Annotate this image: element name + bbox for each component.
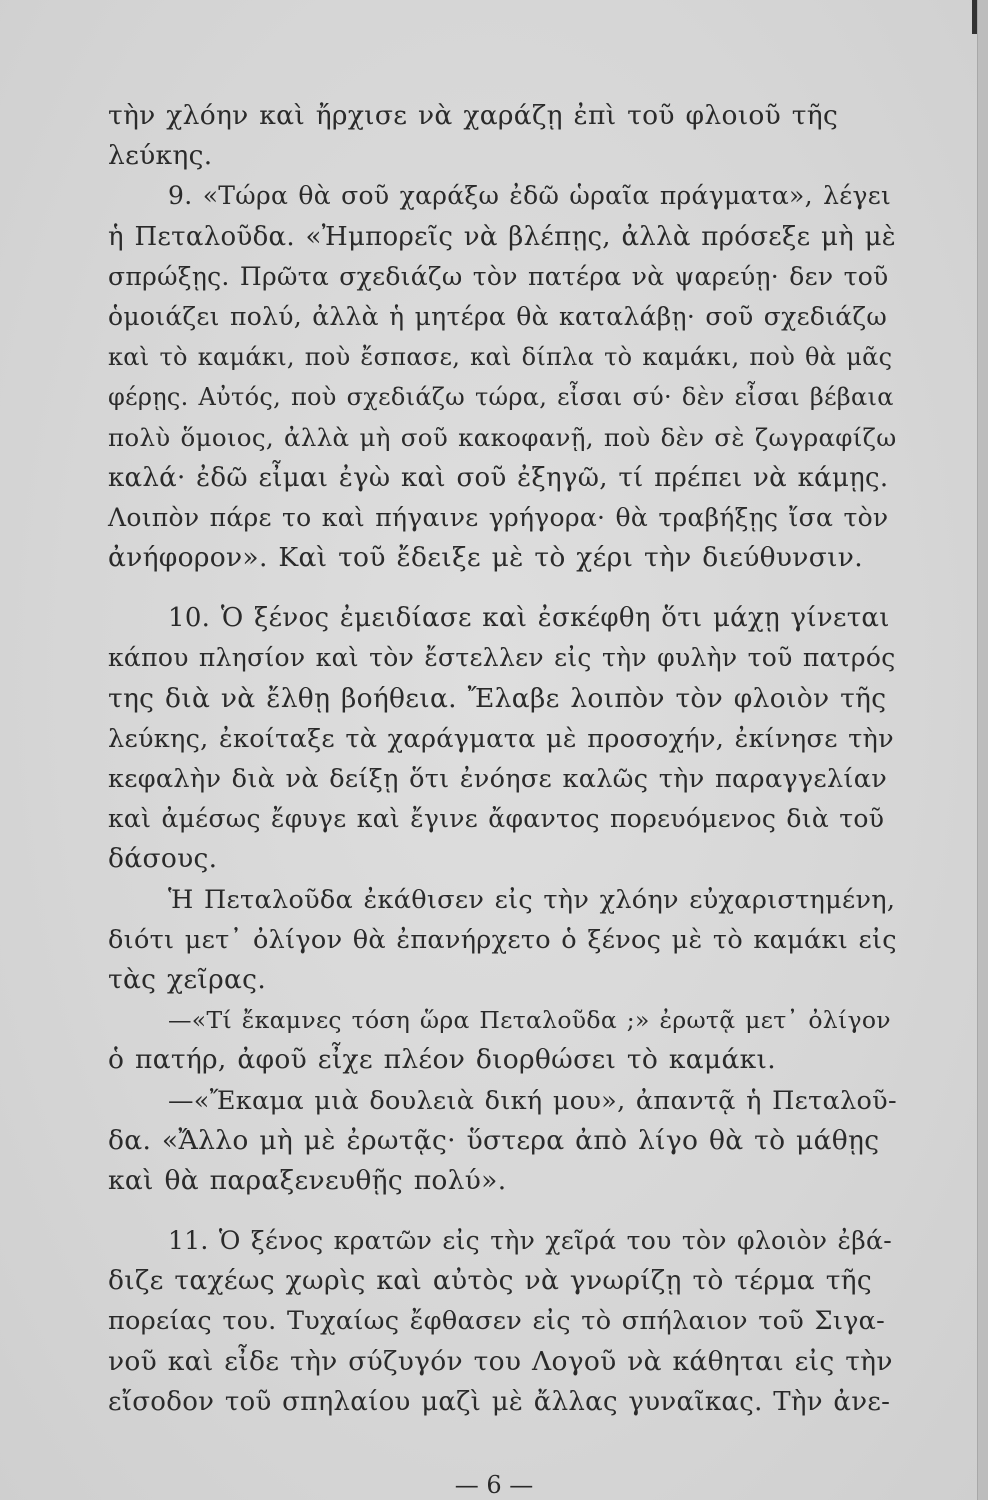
text-line: Λοιπὸν πάρε το καὶ πήγαινε γρήγορα· θὰ τραβήξῃς ἴσα τὸν xyxy=(108,502,889,532)
page-number: — 6 — xyxy=(454,1471,534,1499)
text-line: δάσους. xyxy=(108,843,218,875)
text-line: τὴν χλόην καὶ ἤρχισε νὰ χαράζῃ ἐπὶ τοῦ φλοιοῦ τῆς xyxy=(108,100,839,131)
text-line: κεφαλὴν διὰ νὰ δείξῃ ὅτι ἐνόησε καλῶς τὴν παραγγελίαν xyxy=(108,764,888,794)
page-edge xyxy=(977,0,988,1500)
text-line: νοῦ καὶ εἶδε τὴν σύζυγόν του Λογοῦ νὰ κάθηται εἰς τὴν xyxy=(108,1345,893,1377)
text-line: καὶ ἀμέσως ἔφυγε καὶ ἔγινε ἄφαντος πορευόμενος διὰ τοῦ xyxy=(108,804,885,834)
text-line: ἡ Πεταλοῦδα. «Ἠμπορεῖς νὰ βλέπῃς, ἀλλὰ πρόσεξε μὴ μὲ xyxy=(108,221,897,252)
text-line: πορείας του. Τυχαίως ἔφθασεν εἰς τὸ σπήλαιον τοῦ Σιγα- xyxy=(108,1306,886,1337)
paragraph-gap xyxy=(108,578,898,598)
text-line: λεύκης. xyxy=(108,140,213,172)
text-line: Ἡ Πεταλοῦδα ἐκάθισεν εἰς τὴν χλόην εὐχαριστημένη, xyxy=(168,884,896,915)
text-line: διότι μετ᾽ ὀλίγον θὰ ἐπανήρχετο ὁ ξένος μὲ τὸ καμάκι εἰς xyxy=(108,924,897,955)
page-text xyxy=(108,96,898,1422)
text-line: καὶ θὰ παραξενευθῇς πολύ». xyxy=(108,1164,507,1196)
text-line: ὁ πατήρ, ἀφοῦ εἶχε πλέον διορθώσει τὸ καμάκι. xyxy=(108,1044,776,1076)
text-line-paragraph-9: 9. «Τώρα θὰ σοῦ χαράξω ἐδῶ ὡραῖα πράγματα», λέγει xyxy=(168,181,892,211)
text-line: σπρώξῃς. Πρῶτα σχεδιάζω τὸν πατέρα νὰ ψαρεύῃ· δεν τοῦ xyxy=(108,261,889,291)
text-line: τὰς χεῖρας. xyxy=(108,963,267,995)
text-line: φέρῃς. Αὐτός, ποὺ σχεδιάζω τώρα, εἶσαι σύ· δὲν εἶσαι βέβαια xyxy=(108,383,894,412)
text-line: λεύκης, ἐκοίταξε τὰ χαράγματα μὲ προσοχήν, ἐκίνησε τὴν xyxy=(108,723,894,754)
text-line: της διὰ νὰ ἔλθῃ βοήθεια. Ἔλαβε λοιπὸν τὸν φλοιὸν τῆς xyxy=(108,682,887,714)
text-line-dialogue: —«Τί ἔκαμνες τόση ὥρα Πεταλοῦδα ;» ἐρωτᾷ μετ᾽ ὀλίγον xyxy=(168,1006,891,1035)
text-line: καλά· ἐδῶ εἶμαι ἐγὼ καὶ σοῦ ἐξηγῶ, τί πρέπει νὰ κάμῃς. xyxy=(108,462,889,493)
text-line: εἴσοδον τοῦ σπηλαίου μαζὶ μὲ ἄλλας γυναῖκας. Τὴν ἀνε- xyxy=(108,1386,891,1417)
text-line-paragraph-10: 10. Ὁ ξένος ἐμειδίασε καὶ ἐσκέφθη ὅτι μάχῃ γίνεται xyxy=(168,603,890,634)
paragraph-gap xyxy=(108,1201,898,1221)
text-line: ὁμοιάζει πολύ, ἀλλὰ ἡ μητέρα θὰ καταλάβῃ· σοῦ σχεδιάζω xyxy=(108,301,888,331)
text-line: καὶ τὸ καμάκι, ποὺ ἔσπασε, καὶ δίπλα τὸ καμάκι, ποὺ θὰ μᾶς xyxy=(108,343,893,372)
text-line: πολὺ ὅμοιος, ἀλλὰ μὴ σοῦ κακοφανῇ, ποὺ δὲν σὲ ζωγραφίζω xyxy=(108,422,897,452)
text-line: δα. «Ἄλλο μὴ μὲ ἐρωτᾷς· ὕστερα ἀπὸ λίγο θὰ τὸ μάθῃς xyxy=(108,1124,880,1156)
text-line: κάπου πλησίον καὶ τὸν ἔστελλεν εἰς τὴν φυλὴν τοῦ πατρός xyxy=(108,643,896,673)
text-line-paragraph-11: 11. Ὁ ξένος κρατῶν εἰς τὴν χεῖρά του τὸν φλοιὸν ἐβά- xyxy=(168,1226,892,1256)
text-line: ἀνήφορον». Καὶ τοῦ ἔδειξε μὲ τὸ χέρι τὴν διεύθυνσιν. xyxy=(108,542,863,574)
text-line: διζε ταχέως χωρὶς καὶ αὐτὸς νὰ γνωρίζῃ τὸ τέρμα τῆς xyxy=(108,1265,872,1297)
text-line-dialogue: —«Ἔκαμα μιὰ δουλειὰ δική μου», ἀπαντᾷ ἡ Πεταλοῦ- xyxy=(168,1085,897,1116)
